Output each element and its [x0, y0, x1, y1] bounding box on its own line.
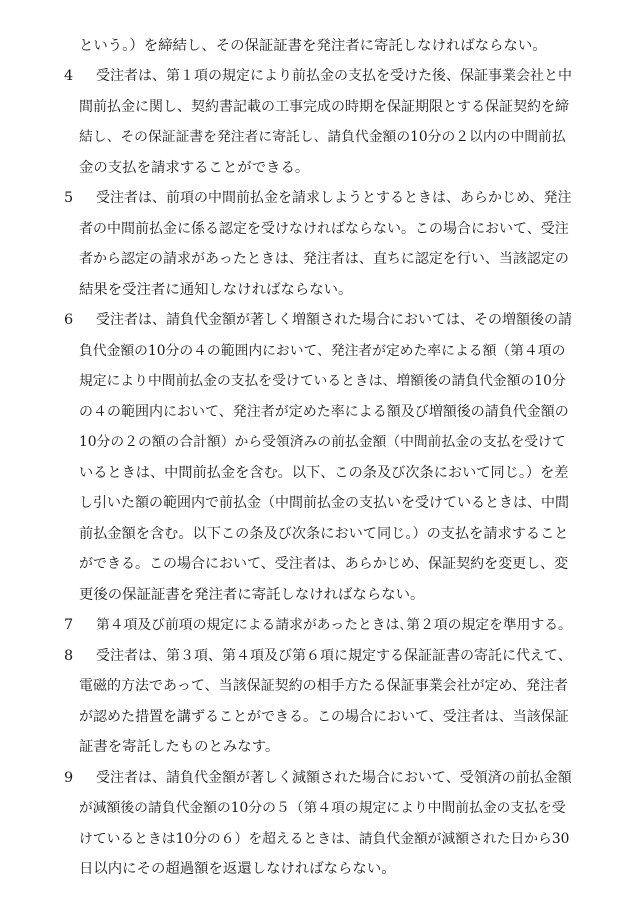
paragraph-line: 結し、その保証証書を発注者に寄託し、請負代金額の10分の２以内の中間前払: [79, 129, 566, 145]
paragraph-line: 結果を受注者に通知しなければならない。: [79, 282, 353, 298]
paragraph-line: が減額後の請負代金額の10分の５（第４項の規定により中間前払金の支払を受: [79, 800, 566, 816]
paragraph-line: 証書を寄託したものとみなす。: [79, 739, 280, 755]
paragraph-line: 第４項及び前項の規定による請求があったときは､第２項の規定を準用する。: [96, 617, 572, 633]
paragraph-line: 前払金額を含む。以下この条及び次条において同じ。）の支払を請求すること: [79, 526, 569, 542]
paragraph-number: 5: [64, 190, 74, 206]
paragraph-line: 受注者は、第１項の規定により前払金の支払を受けた後、保証事業会社と中: [96, 68, 572, 84]
paragraph-number: 6: [64, 312, 74, 328]
paragraph-line: 者から認定の請求があったときは、発注者は、直ちに認定を行い、当該認定の: [79, 251, 569, 267]
paragraph-line: 間前払金に関し、契約書記載の工事完成の時期を保証期限とする保証契約を締: [79, 99, 569, 115]
paragraph-number: 4: [64, 68, 74, 84]
paragraph-3-continuation: という。）を締結し、その保証証書を発注者に寄託しなければならない。: [79, 38, 547, 54]
paragraph-number: 8: [64, 648, 74, 664]
paragraph-line: 者の中間前払金に係る認定を受けなければならない。この場合において、受注: [79, 221, 569, 237]
paragraph-line: 受注者は、請負代金額が著しく減額された場合において、受領済の前払金額: [96, 770, 572, 786]
paragraph-line: が認めた措置を講ずることができる。この場合において、受注者は、当該保証: [79, 709, 569, 725]
paragraph-line: 規定により中間前払金の支払を受けているときは、増額後の請負代金額の10分: [79, 373, 566, 389]
paragraph-line: けているときは10分の６）を超えるときは、請負代金額が減額された日から30: [79, 831, 570, 847]
paragraph-line: 受注者は、第３項、第４項及び第６項に規定する保証証書の寄託に代えて、: [96, 648, 572, 664]
paragraph-line: 電磁的方法であって、当該保証契約の相手方たる保証事業会社が定め、発注者: [79, 678, 569, 694]
paragraph-number: 7: [64, 617, 74, 633]
paragraph-line: 金の支払を請求することができる。: [79, 160, 310, 176]
paragraph-line: 日以内にその超過額を返還しなければならない。: [79, 861, 396, 877]
paragraph-line: ができる。この場合において、受注者は、あらかじめ、保証契約を変更し、変: [79, 556, 569, 572]
paragraph-line: 10分の２の額の合計額）から受領済みの前払金額（中間前払金の支払を受けて: [79, 434, 566, 450]
paragraph-line: の４の範囲内において、発注者が定めた率による額及び増額後の請負代金額の: [79, 404, 569, 420]
paragraph-line: し引いた額の範囲内で前払金（中間前払金の支払いを受けているときは、中間: [79, 495, 569, 511]
paragraph-line: 負代金額の10分の４の範囲内において、発注者が定めた率による額（第４項の: [79, 343, 566, 359]
paragraph-line: 更後の保証証書を発注者に寄託しなければならない。: [79, 587, 425, 603]
paragraph-number: 9: [64, 770, 74, 786]
paragraph-line: いるときは、中間前払金を含む。以下、この条及び次条において同じ。）を差: [79, 465, 569, 481]
paragraph-line: 受注者は、請負代金額が著しく増額された場合においては、その増額後の請: [96, 312, 572, 328]
paragraph-line: 受注者は、前項の中間前払金を請求しようとするときは、あらかじめ、発注: [96, 190, 572, 206]
